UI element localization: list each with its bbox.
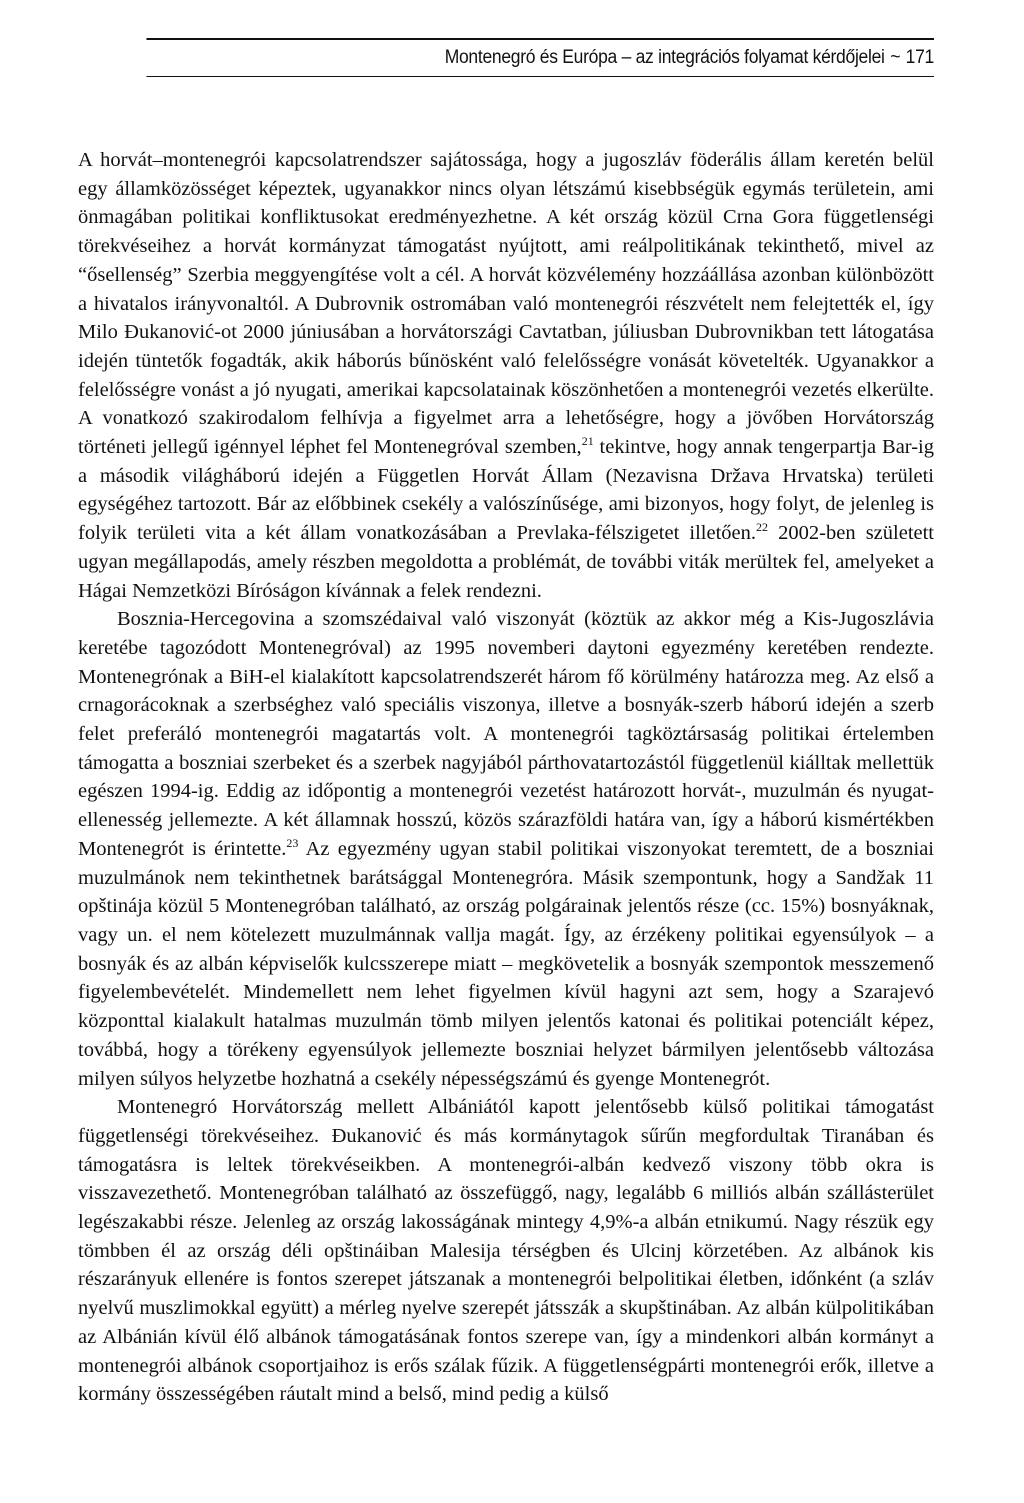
paragraph-text: Az egyezmény ugyan stabil politikai viszonyokat teremtett, de a boszniai muzulmánok nem tekinthetnek barátsággal Montenegróra. Másik szempontunk, hogy a Sandžak 11 opštinája közül 5 Montenegróban található, az ország polgárainak jelentős része (cc. 15%) bosnyáknak, vagy un. el nem kötelezett muzulmánnak vallja magát. Így, az érzékeny politikai egyensúlyok – a bosnyák és az albán képviselők kulcsszerepe miatt – megkövetelik a bosnyák szempontok messzemenő figyelembevételét. Mindemellett nem lehet figyelmen kívül hagyni azt sem, hogy a Szarajevó központtal kialakult hatalmas muzulmán tömb milyen jelentős katonai és politikai potenciált képez, továbbá, hogy a törékeny egyensúlyok jellemezte boszniai helyzet bármilyen jelentősebb változása milyen súlyos helyzetbe hozhatná a csekély népességszámú és gyenge Montenegrót. (78, 837, 934, 1090)
paragraph (78, 605, 934, 1093)
paragraph-text: Bosznia-Hercegovina a szomszédaival való viszonyát (köztük az akkor még a Kis-Jugoszlávia keretébe tagozódott Montenegróval) az 1995 novemberi daytoni egyezmény keretében rendezte. Montenegrónak a BiH-el kialakított kapcsolatrendszerét három fő körülmény határozza meg. Az első a crnagorácoknak a szerbséghez való speciális viszonya, illetve a bosnyák-szerb háború idején a szerb felet preferáló montenegrói magatartás volt. A montenegrói tagköztársaság politikai értelemben támogatta a boszniai szerbeket és a szerbek nagyjából párthovatartozástól függetlenül kiálltak mellettük egészen 1994-ig. Eddig az időpontig a montenegrói vezetést határozott horvát-, muzulmán és nyugat-ellenesség jellemezte. A két államnak hosszú, közös szárazföldi határa van, így a háború kismértékben Montenegrót is érintette. (78, 608, 934, 860)
paragraph-text: tekintve, hogy annak tengerpartja Bar-ig a második világháború idején a Független Horvát Állam (Nezavisna Država Hrvatska) területi egységéhez tartozott. Bár az előbbinek csekély a valószínűsége, ami bizonyos, hogy folyt, de jelenleg is folyik területi vita a két állam vonatkozásában a Prevlaka-félszigetet illetően. (78, 436, 934, 545)
body-text (78, 146, 934, 1409)
page-number: 171 (905, 47, 934, 68)
paragraph-text: A horvát–montenegrói kapcsolatrendszer sajátossága, hogy a jugoszláv föderális állam keretén belül egy államközösséget képeztek, ugyanakkor nincs olyan létszámú kisebbségük egymás területein, ami önmagában politikai konfliktusokat eredményezhetne. A két ország közül Crna Gora függetlenségi törekvéseihez a horvát kormányzat támogatást nyújtott, ami reálpolitikának tekinthető, mivel az “ősellenség” Szerbia meggyengítése volt a cél. A horvát közvélemény hozzáállása azonban különbözött a hivatalos irányvonaltól. A Dubrovnik ostromában való montenegrói részvételt nem felejtették el, így Milo Đukanović-ot 2000 júniusában a horvátországi Cavtatban, júliusban Dubrovnikban tett látogatása idején tüntetők fogadták, akik háborús bűnösként való felelősségre vonását követelték. Ugyanakkor a felelősségre vonást a jó nyugati, amerikai kapcsolatainak köszönhetően a montenegrói vezetés elkerülte. A vonatkozó szakirodalom felhívja a figyelmet arra a lehetőségre, hogy a jövőben Horvátország történeti jellegű igénnyel léphet fel Montenegróval szemben, (78, 149, 934, 459)
footnote-reference: 23 (286, 835, 299, 850)
running-header (146, 38, 934, 77)
paragraph (78, 1093, 934, 1409)
paragraph-text: Montenegró Horvátország mellett Albániától kapott jelentősebb külső politikai támogatást függetlenségi törekvéseihez. Đukanović és más kormánytagok sűrűn megfordultak Tiranában és támogatásra is leltek törekvéseikben. A montenegrói-albán kedvező viszony több okra is visszavezethető. Montenegróban található az összefüggő, nagy, legalább 6 milliós albán szállásterület legészakabbi része. Jelenleg az ország lakosságának mintegy 4,9%-a albán etnikumú. Nagy részük egy tömbben él az ország déli opštináiban Malesija térségben és Ulcinj körzetében. Az albánok kis részarányuk ellenére is fontos szerepet játszanak a montenegrói belpolitikai életben, időnként (a szláv nyelvű muszlimokkal együtt) a mérleg nyelve szerepét játsszák a skupštinában. Az albán külpolitikában az Albánián kívül élő albánok támogatásának fontos szerepe van, így a mindenkori albán kormányt a montenegrói albánok csoportjaihoz is erős szálak fűzik. A függetlenségpárti montenegrói erők, illetve a kormány összességében ráutalt mind a belső, mind pedig a külső (78, 1096, 934, 1406)
book-page (78, 38, 934, 1409)
paragraph (78, 146, 934, 605)
running-title: Montenegró és Európa – az integrációs folyamat kérdőjelei (444, 47, 885, 68)
paragraph-text: 2002-ben született ugyan megállapodás, amely részben megoldotta a problémát, de további viták merültek fel, amelyeket a Hágai Nemzetközi Bíróságon kívánnak a felek rendezni. (78, 522, 935, 602)
footnote-reference: 22 (756, 520, 769, 535)
header-separator: ~ (890, 47, 901, 68)
footnote-reference: 21 (581, 434, 594, 449)
